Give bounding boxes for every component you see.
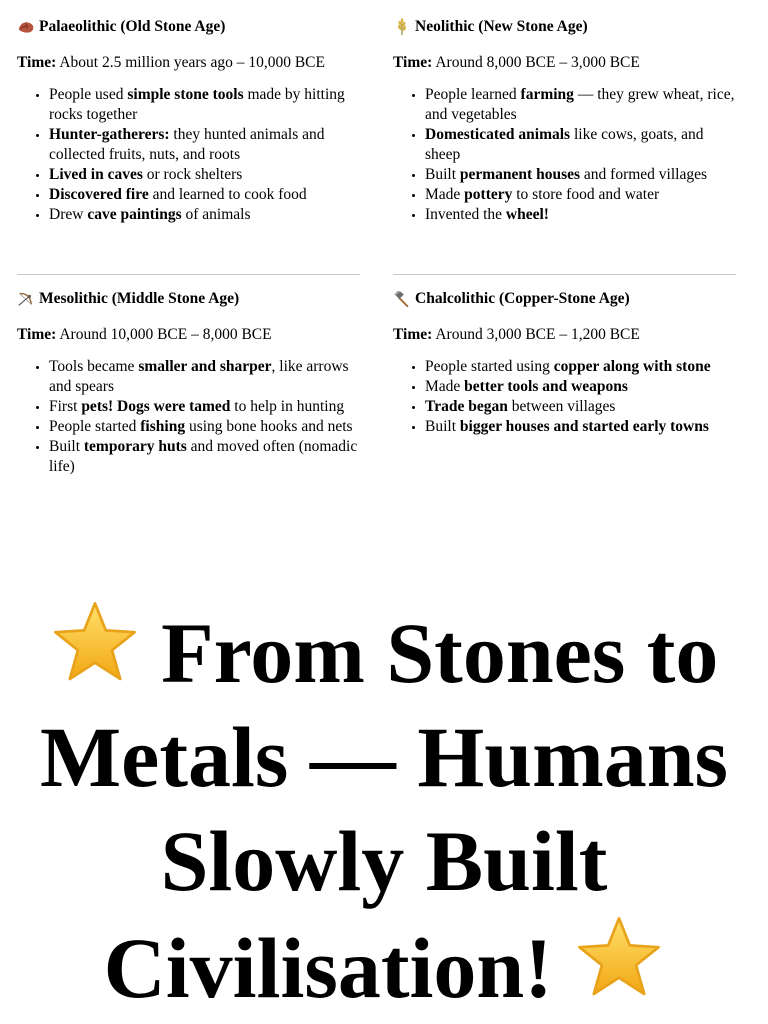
section-time: Time: Around 10,000 BCE – 8,000 BCE <box>17 326 272 343</box>
star-icon <box>50 598 140 688</box>
age-sections-grid <box>17 14 737 477</box>
section-list <box>17 85 360 225</box>
list-item: • People started using copper along with stone <box>425 357 736 377</box>
section-neolithic <box>393 14 736 274</box>
list-item: • Made better tools and weapons <box>425 377 736 397</box>
list-item: • People used simple stone tools made by hitting rocks together <box>49 85 360 125</box>
section-time: Time: Around 3,000 BCE – 1,200 BCE <box>393 326 640 343</box>
list-item: • First pets! Dogs were tamed to help in hunting <box>49 397 360 417</box>
section-list <box>393 357 736 437</box>
list-item: • People started fishing using bone hooks and nets <box>49 417 360 437</box>
list-item: • Drew cave paintings of animals <box>49 205 360 225</box>
section-palaeolithic <box>17 14 360 274</box>
banner-title <box>0 598 768 1020</box>
list-item: • Domesticated animals like cows, goats, and sheep <box>425 125 736 165</box>
list-item: • Made pottery to store food and water <box>425 185 736 205</box>
wheat-icon <box>393 18 411 36</box>
list-item: • Built bigger houses and started early towns <box>425 417 736 437</box>
list-item: • Lived in caves or rock shelters <box>49 165 360 185</box>
section-chalcolithic <box>393 286 736 477</box>
section-list <box>17 357 360 477</box>
section-heading <box>17 286 360 312</box>
rock-icon <box>17 18 35 36</box>
star-icon <box>574 913 664 1003</box>
section-title: Neolithic (New Stone Age) <box>415 18 588 35</box>
bow-and-arrow-icon <box>17 290 35 308</box>
list-item: • Built permanent houses and formed villages <box>425 165 736 185</box>
section-title: Mesolithic (Middle Stone Age) <box>39 290 240 307</box>
list-item: • Hunter-gatherers: they hunted animals and collected fruits, nuts, and roots <box>49 125 360 165</box>
list-item: • People learned farming — they grew wheat, rice, and vegetables <box>425 85 736 125</box>
list-item: • Invented the wheel! <box>425 205 736 225</box>
section-title: Chalcolithic (Copper-Stone Age) <box>415 290 630 307</box>
section-divider <box>17 274 736 275</box>
section-heading <box>17 14 360 40</box>
section-list <box>393 85 736 225</box>
hammer-icon <box>393 290 411 308</box>
section-mesolithic <box>17 286 360 477</box>
banner-text: From Stones to Metals — Humans Slowly Built Civilisation! <box>40 605 728 1016</box>
section-time: Time: Around 8,000 BCE – 3,000 BCE <box>393 54 640 71</box>
list-item: • Trade began between villages <box>425 397 736 417</box>
section-time: Time: About 2.5 million years ago – 10,000 BCE <box>17 54 325 71</box>
list-item: • Tools became smaller and sharper, like arrows and spears <box>49 357 360 397</box>
section-heading <box>393 14 736 40</box>
section-title: Palaeolithic (Old Stone Age) <box>39 18 226 35</box>
list-item: • Built temporary huts and moved often (nomadic life) <box>49 437 360 477</box>
list-item: • Discovered fire and learned to cook food <box>49 185 360 205</box>
section-heading <box>393 286 736 312</box>
